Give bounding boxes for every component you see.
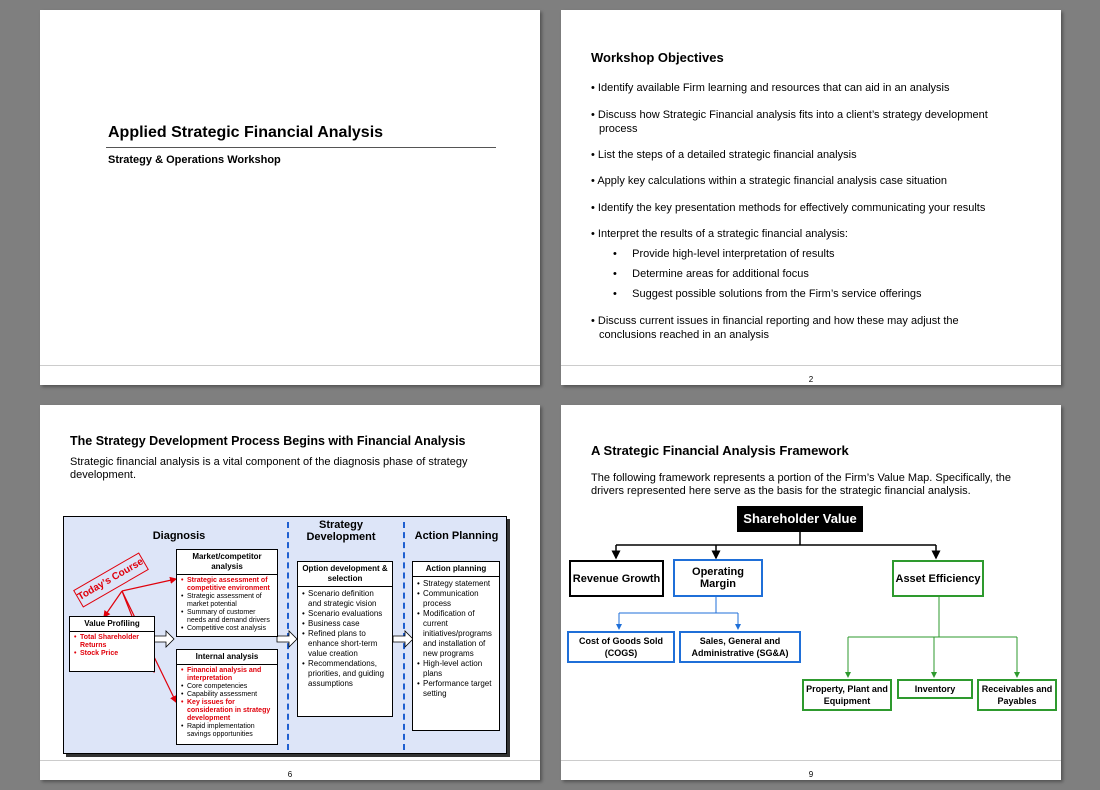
revenue-growth-node: Revenue Growth: [569, 560, 664, 597]
inventory-node: Inventory: [897, 679, 973, 699]
list-item: • Strategic assessment of competitive environment: [187, 577, 274, 593]
objective-sub-bullet: • Suggest possible solutions from the Firm’s service offerings: [613, 288, 922, 300]
action-header: Action Planning: [414, 530, 499, 542]
list-item: • Modification of current initiatives/programs and installation of new programs: [423, 609, 496, 659]
value-profiling-box: [69, 616, 155, 672]
operating-margin-node: Operating Margin: [673, 559, 763, 597]
slide-4[interactable]: [561, 405, 1061, 780]
objective-bullet: • Apply key calculations within a strategic financial analysis case situation: [591, 175, 948, 187]
objective-sub-bullet: • Determine areas for additional focus: [613, 268, 809, 280]
ppe-node: Property, Plant and Equipment: [802, 679, 892, 711]
objective-bullet: • List the steps of a detailed strategic financial analysis: [591, 149, 857, 161]
list-item: • Scenario definition and strategic vision: [308, 589, 389, 609]
slide-heading: Workshop Objectives: [591, 50, 724, 65]
list-item: • Strategic assessment of market potential: [187, 593, 274, 609]
list-item: • Summary of customer needs and demand drivers: [187, 609, 274, 625]
list-item: • Business case: [308, 619, 389, 629]
page-number: 6: [287, 770, 293, 779]
slide-footer-band: [40, 365, 540, 366]
diagnosis-header: Diagnosis: [152, 530, 206, 542]
list-item: • Stock Price: [80, 650, 151, 658]
box-title: Internal analysis: [177, 650, 277, 665]
objective-bullet: • Identify the key presentation methods for effectively communicating your results: [591, 202, 986, 214]
slide-body: Strategic financial analysis is a vital component of the diagnosis phase of strategy development.: [70, 456, 468, 481]
option-development-box: [297, 561, 393, 717]
slide-3[interactable]: [40, 405, 540, 780]
list-item: • Capability assessment: [187, 691, 274, 699]
slide-footer-band: [561, 365, 1061, 366]
list-item: • Refined plans to enhance short-term value creation: [308, 629, 389, 659]
list-item: • Competitive cost analysis: [187, 625, 274, 633]
slide-body: The following framework represents a portion of the Firm’s Value Map. Specifically, the drivers represented here serve as the basis for the strategic financial analysis.: [591, 472, 1012, 497]
slide-2[interactable]: [561, 10, 1061, 385]
list-item: • Key issues for consideration in strategy development: [187, 699, 274, 723]
slide-title: Applied Strategic Financial Analysis: [108, 124, 384, 141]
objective-bullet: • Discuss how Strategic Financial analysis fits into a client’s strategy development process: [591, 109, 988, 135]
list-item: • Scenario evaluations: [308, 609, 389, 619]
internal-analysis-box: [176, 649, 278, 745]
slide-subtitle: Strategy & Operations Workshop: [108, 154, 281, 166]
list-item: • Rapid implementation savings opportunities: [187, 723, 274, 739]
process-diagram: [63, 516, 507, 754]
objective-bullet: • Discuss current issues in financial reporting and how these may adjust the conclusions reached in an analysis: [591, 315, 959, 341]
list-item: • Recommendations, priorities, and guiding assumptions: [308, 659, 389, 689]
market-analysis-box: [176, 549, 278, 637]
todays-course-stamp: Today’s Course: [73, 552, 149, 607]
strategy-header: Strategy Development: [306, 519, 376, 543]
page-number: 2: [808, 375, 814, 384]
receivables-node: Receivables and Payables: [977, 679, 1057, 711]
objective-bullet: • Identify available Firm learning and resources that can aid in an analysis: [591, 82, 950, 94]
list-item: • Strategy statement: [423, 579, 496, 589]
slide-footer-band: [40, 760, 540, 761]
shareholder-value-node: Shareholder Value: [737, 506, 863, 532]
box-title: Value Profiling: [70, 617, 154, 632]
list-item: • Performance target setting: [423, 679, 496, 699]
action-planning-box: [412, 561, 500, 731]
slide-heading: The Strategy Development Process Begins with Financial Analysis: [70, 434, 466, 448]
box-title: Action planning: [413, 562, 499, 577]
list-item: • Total Shareholder Returns: [80, 634, 151, 650]
objective-bullet: • Interpret the results of a strategic financial analysis:: [591, 228, 848, 240]
box-title: Market/competitor analysis: [177, 550, 277, 575]
list-item: • Financial analysis and interpretation: [187, 667, 274, 683]
sga-node: Sales, General and Administrative (SG&A): [679, 631, 801, 663]
list-item: • Core competencies: [187, 683, 274, 691]
slide-heading: A Strategic Financial Analysis Framework: [591, 443, 849, 458]
list-item: • High-level action plans: [423, 659, 496, 679]
title-divider: [106, 147, 496, 148]
asset-efficiency-node: Asset Efficiency: [892, 560, 984, 597]
cogs-node: Cost of Goods Sold (COGS): [567, 631, 675, 663]
list-item: • Communication process: [423, 589, 496, 609]
box-title: Option development & selection: [298, 562, 392, 587]
page-number: 9: [808, 770, 814, 779]
slide-1[interactable]: [40, 10, 540, 385]
slide-footer-band: [561, 760, 1061, 761]
objective-sub-bullet: • Provide high-level interpretation of results: [613, 248, 835, 260]
